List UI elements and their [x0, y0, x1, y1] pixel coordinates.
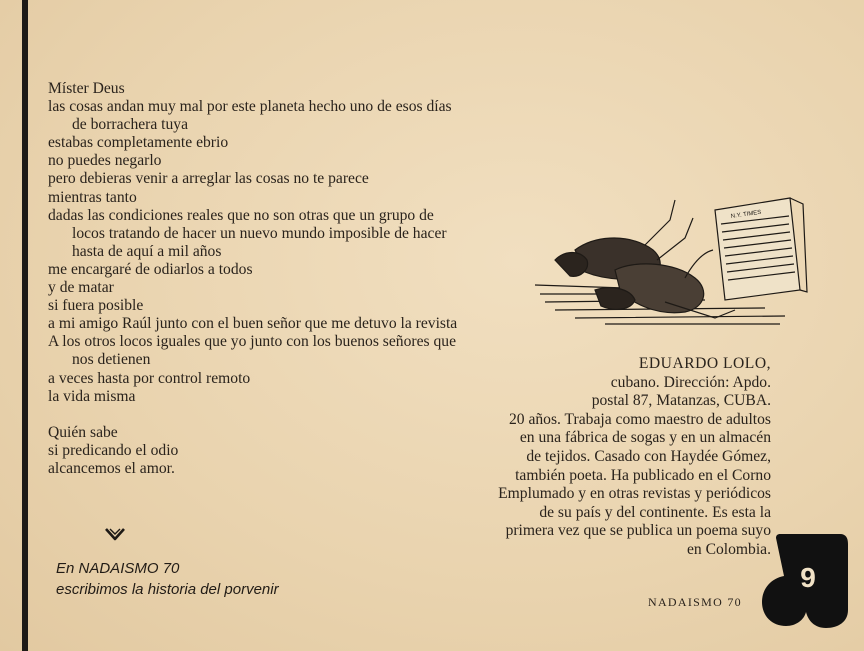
poem-line: A los otros locos iguales que yo junto con los buenos señores que: [48, 333, 456, 351]
magazine-footer: NADAISMO 70: [648, 595, 742, 609]
poem-line: nos detienen: [72, 351, 151, 369]
bio-line: Emplumado y en otras revistas y periódicos: [498, 485, 771, 503]
bio-line: en una fábrica de sogas y en un almacén: [519, 429, 771, 447]
poem-closing-line: si predicando el odio: [48, 441, 179, 459]
poem-line: si fuera posible: [48, 297, 144, 315]
poem-line: me encargaré de odiarlos a todos: [48, 260, 253, 278]
illustration-men-bowing-to-newspaper: [535, 190, 810, 335]
poem-line: pero debieras venir a arreglar las cosas no te parece: [48, 170, 369, 188]
poem-line: de borrachera tuya: [72, 116, 189, 134]
chevron-down-icon: [104, 527, 126, 541]
page-number: 9: [800, 562, 816, 593]
poem-closing-line: alcancemos el amor.: [48, 459, 175, 477]
author-name: EDUARDO LOLO,: [638, 355, 771, 372]
poem-line: estabas completamente ebrio: [48, 134, 229, 152]
slogan-line-2: escribimos la historia del porvenir: [56, 581, 279, 598]
bio-line: en Colombia.: [686, 540, 771, 558]
poem-line: dadas las condiciones reales que no son otras que un grupo de: [48, 206, 434, 224]
bio-line: 20 años. Trabaja como maestro de adultos: [508, 410, 771, 428]
stanza-gap: [48, 406, 457, 424]
poem-line: locos tratando de hacer un nuevo mundo imposible de hacer: [72, 224, 447, 242]
author-bio: [498, 355, 771, 560]
bio-line: cubano. Dirección: Apdo.: [610, 373, 771, 391]
poem-line: la vida misma: [48, 387, 136, 405]
bio-line: postal 87, Matanzas, CUBA.: [591, 392, 771, 410]
poem-line: las cosas andan muy mal por este planeta hecho uno de esos días: [48, 98, 452, 116]
bio-line: primera vez que se publica un poema suyo: [505, 522, 771, 540]
slogan: [56, 558, 279, 600]
poem-line: a veces hasta por control remoto: [48, 369, 251, 387]
poem-line: y de matar: [48, 279, 114, 297]
page-left-rule: [22, 0, 28, 651]
newspaper-header: N.Y. TIMES: [730, 209, 762, 220]
poem: [48, 80, 457, 478]
slogan-line-1: En NADAISMO 70: [56, 560, 180, 577]
poem-line: a mi amigo Raúl junto con el buen señor que me detuvo la revista: [48, 315, 458, 333]
bio-line: de su país y del continente. Es esta la: [539, 503, 771, 521]
bio-line: también poeta. Ha publicado en el Corno: [515, 466, 771, 484]
poem-line: Míster Deus: [48, 80, 125, 97]
poem-line: mientras tanto: [48, 188, 137, 206]
poem-closing-line: Quién sabe: [48, 423, 118, 441]
poem-line: no puedes negarlo: [48, 152, 162, 170]
bio-line: de tejidos. Casado con Haydée Gómez,: [526, 447, 771, 465]
poem-line: hasta de aquí a mil años: [72, 242, 222, 260]
